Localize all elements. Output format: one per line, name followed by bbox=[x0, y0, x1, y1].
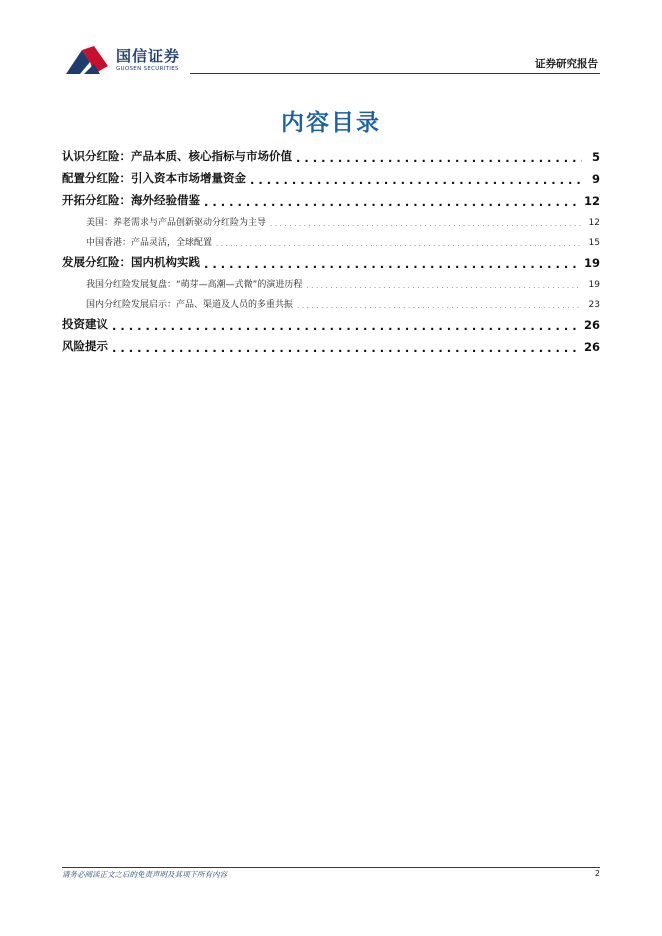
toc-subentry-text: 中国香港：产品灵活，全球配置 bbox=[86, 238, 213, 248]
toc-title: 内容目录 bbox=[281, 110, 381, 136]
guosen-logo bbox=[64, 44, 184, 78]
toc-entry[interactable] bbox=[62, 310, 600, 332]
toc-subentry-page: 23 bbox=[588, 300, 600, 310]
report-type-label: 证券研究报告 bbox=[535, 58, 598, 70]
toc-entry-text: 投资建议 bbox=[62, 317, 108, 331]
toc-subentry-text: 国内分红险发展启示：产品、渠道及人员的多重共振 bbox=[86, 300, 294, 310]
header-divider bbox=[190, 73, 600, 74]
page-number: 2 bbox=[594, 869, 600, 878]
toc-entry[interactable] bbox=[62, 164, 600, 186]
footer-disclaimer: 请务必阅读正文之后的免责声明及其项下所有内容 bbox=[62, 870, 227, 879]
page-header bbox=[0, 0, 662, 80]
toc-entry-text: 认识分红险：产品本质、核心指标与市场价值 bbox=[62, 149, 292, 163]
toc-dot-leader bbox=[112, 321, 580, 333]
toc-entry-text: 开拓分红险：海外经验借鉴 bbox=[62, 193, 200, 207]
toc-subentry-page: 19 bbox=[588, 280, 600, 290]
toc-entry-page: 26 bbox=[583, 318, 600, 332]
toc-dot-leader bbox=[306, 283, 582, 290]
footer-divider bbox=[62, 867, 600, 868]
toc-dot-leader bbox=[297, 303, 582, 310]
guosen-logo-mark-icon bbox=[64, 44, 110, 76]
toc-subentry-page: 15 bbox=[588, 238, 600, 248]
toc-dot-leader bbox=[112, 343, 580, 355]
toc-subentry[interactable] bbox=[62, 290, 600, 310]
toc-subentry[interactable] bbox=[62, 228, 600, 248]
toc-dot-leader bbox=[216, 241, 582, 248]
toc-dot-leader bbox=[204, 259, 580, 271]
toc-entry-page: 5 bbox=[591, 150, 600, 164]
logo-english-name: GUOSEN SECURITIES bbox=[116, 66, 179, 72]
toc-entry-page: 9 bbox=[591, 172, 600, 186]
table-of-contents bbox=[62, 142, 600, 354]
toc-subentry-text: 我国分红险发展复盘：“萌芽—高潮—式微”的演进历程 bbox=[86, 280, 303, 290]
toc-entry[interactable] bbox=[62, 186, 600, 208]
toc-dot-leader bbox=[270, 221, 582, 228]
toc-subentry-text: 美国：养老需求与产品创新驱动分红险为主导 bbox=[86, 218, 267, 228]
toc-entry-page: 19 bbox=[583, 256, 600, 270]
toc-entry[interactable] bbox=[62, 248, 600, 270]
toc-entry-text: 发展分红险：国内机构实践 bbox=[62, 255, 200, 269]
toc-dot-leader bbox=[204, 197, 580, 209]
toc-dot-leader bbox=[296, 153, 582, 165]
logo-chinese-name: 国信证券 bbox=[116, 47, 181, 65]
toc-subentry[interactable] bbox=[62, 208, 600, 228]
toc-entry-page: 26 bbox=[583, 340, 600, 354]
toc-subentry-page: 12 bbox=[588, 218, 600, 228]
toc-entry[interactable] bbox=[62, 332, 600, 354]
toc-entry-page: 12 bbox=[583, 194, 600, 208]
toc-entry-text: 配置分红险：引入资本市场增量资金 bbox=[62, 171, 246, 185]
toc-dot-leader bbox=[250, 175, 582, 187]
toc-entry-text: 风险提示 bbox=[62, 339, 108, 353]
toc-entry[interactable] bbox=[62, 142, 600, 164]
toc-subentry[interactable] bbox=[62, 270, 600, 290]
